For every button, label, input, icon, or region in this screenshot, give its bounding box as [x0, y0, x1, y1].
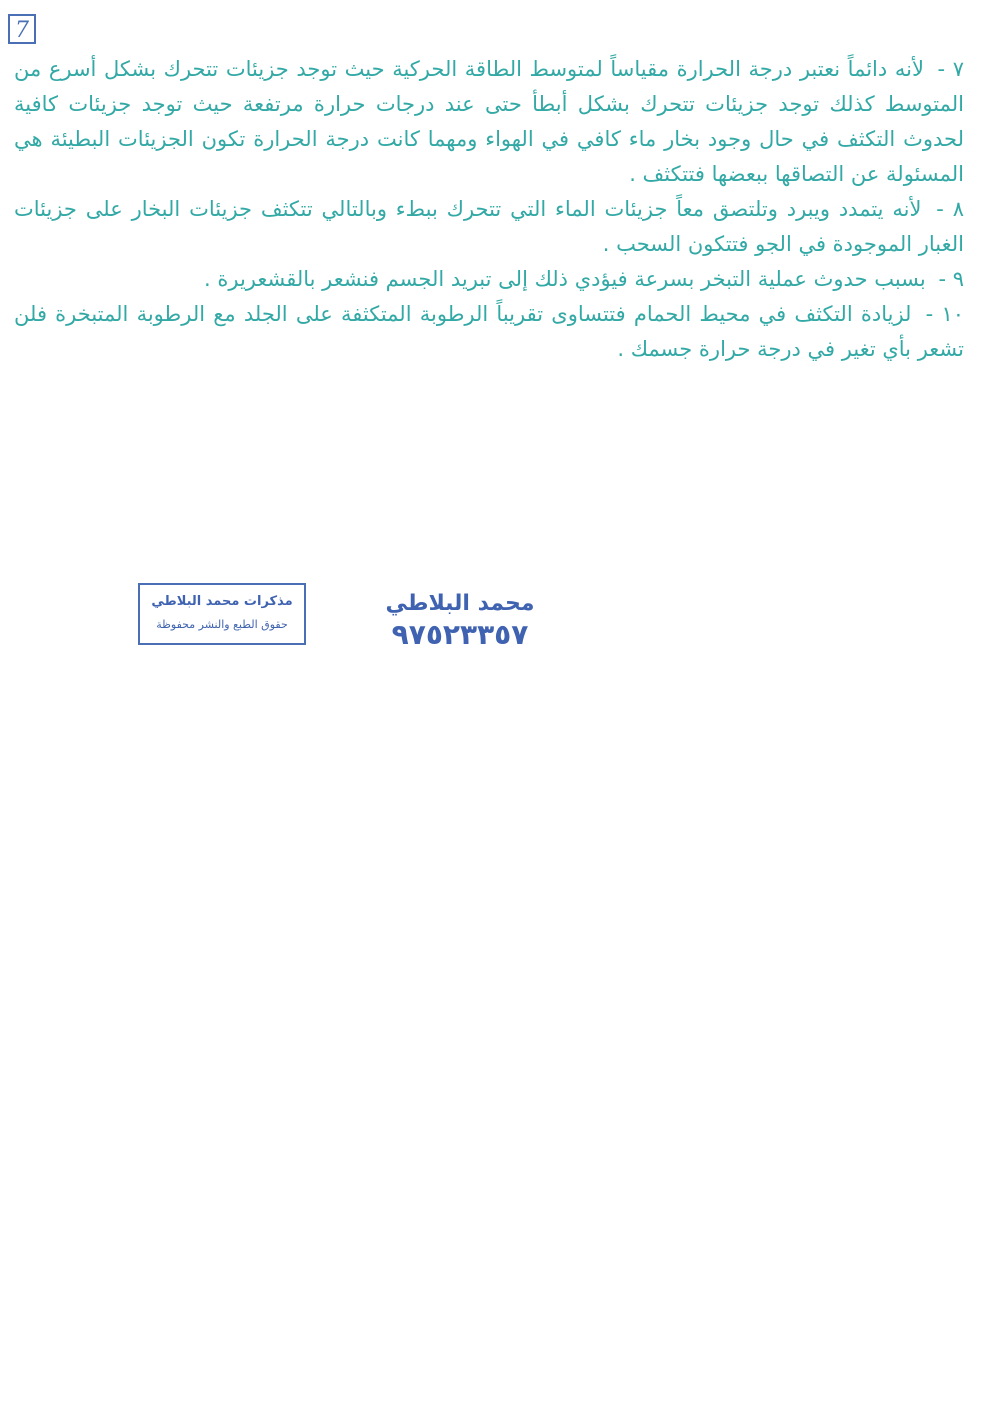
- note-text: لأنه دائماً نعتبر درجة الحرارة مقياساً لمتوسط الطاقة الحركية حيث توجد جزيئات تتحرك بشكل أسرع من المتوسط كذلك توجد جزيئات تتحرك بشكل أبطأ حتى عند درجات حرارة مرتفعة حيث توجد جزيئات كافية لحدوث التكثف في حال وجود بخار ماء كافي في الهواء ومهما كانت درجة الحرارة تكون الجزيئات البطيئة هي المسئولة عن التصاقها ببعضها فتتكثف .: [14, 57, 964, 186]
- author-phone: ٩٧٥٢٣٣٥٧: [391, 618, 529, 651]
- note-text: لأنه يتمدد ويبرد وتلتصق معاً جزيئات الماء التي تتحرك ببطء وبالتالي تتكثف جزيئات البخار على جزيئات الغبار الموجودة في الجو فتتكون السحب .: [14, 197, 964, 256]
- note-10: [14, 297, 964, 367]
- stamp-title: مذكرات محمد البلاطي: [151, 594, 293, 609]
- note-text: لزيادة التكثف في محيط الحمام فتتساوى تقريباً الرطوبة المتكثفة على الجلد مع الرطوبة المتبخرة فلن تشعر بأي تغير في درجة حرارة جسمك .: [14, 302, 964, 361]
- note-9: [14, 262, 964, 297]
- note-7: [14, 52, 964, 192]
- note-number: ٧ -: [937, 57, 964, 81]
- author-name: محمد البلاطي: [385, 591, 535, 616]
- page-number: 7: [8, 14, 36, 44]
- note-number: ٨ -: [936, 197, 964, 221]
- note-number: ١٠ -: [925, 302, 964, 326]
- note-number: ٩ -: [938, 267, 964, 291]
- notes-body: [14, 52, 964, 367]
- copyright-stamp: [138, 583, 306, 645]
- note-8: [14, 192, 964, 262]
- note-text: بسبب حدوث عملية التبخر بسرعة فيؤدي ذلك إلى تبريد الجسم فنشعر بالقشعريرة .: [204, 267, 926, 291]
- stamp-subtitle: حقوق الطبع والنشر محفوظة: [156, 618, 288, 631]
- author-signature: [370, 590, 550, 652]
